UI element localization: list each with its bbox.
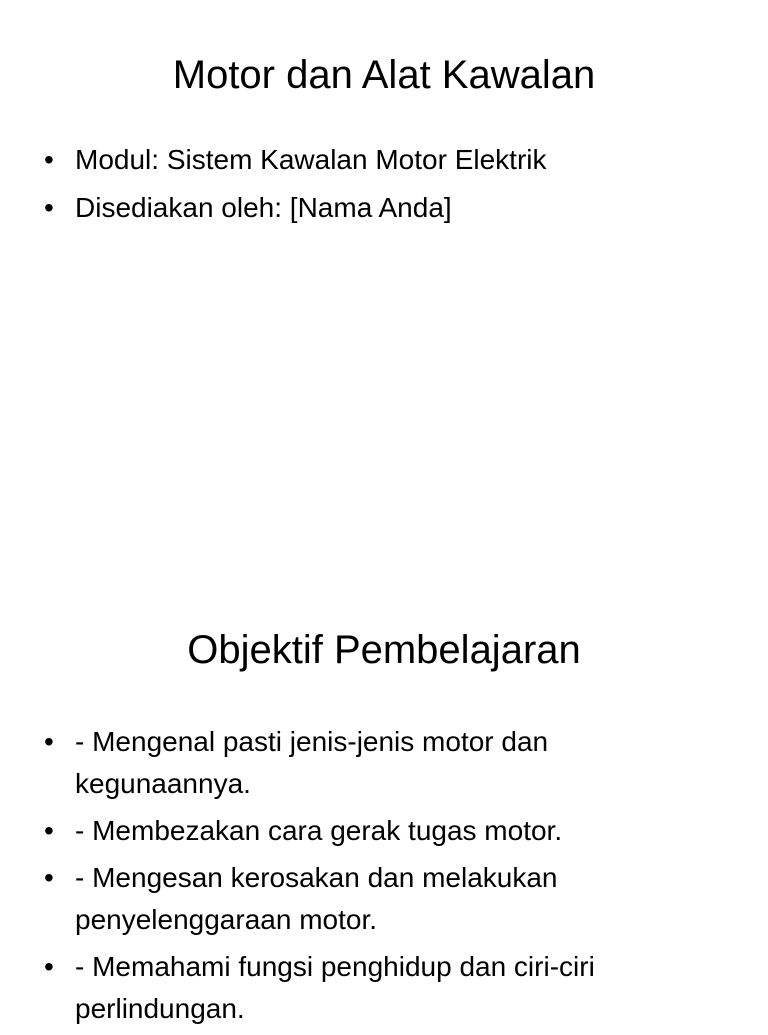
slide-title: Objektif Pembelajaran xyxy=(187,628,581,672)
bullet-text: - Mengesan kerosakan dan melakukan penyelenggaraan motor. xyxy=(75,862,558,935)
bullet-text: - Mengenal pasti jenis-jenis motor dan kegunaannya. xyxy=(75,726,549,799)
bullet-icon: • xyxy=(44,144,54,175)
bullet-text: - Memahami fungsi penghidup dan ciri-ciri perlindungan. xyxy=(75,951,595,1024)
list-item xyxy=(44,810,724,852)
bullet-icon: • xyxy=(44,726,54,757)
list-item xyxy=(44,946,724,1030)
list-item xyxy=(44,187,724,229)
bullet-text: Modul: Sistem Kawalan Motor Elektrik xyxy=(75,144,547,175)
bullet-icon: • xyxy=(44,862,54,893)
bullet-icon: • xyxy=(44,815,54,846)
list-item xyxy=(44,857,724,941)
slide-2 xyxy=(0,576,768,1024)
bullet-icon: • xyxy=(44,192,54,223)
list-item xyxy=(44,721,724,805)
bullet-text: - Membezakan cara gerak tugas motor. xyxy=(75,815,563,846)
bullet-list xyxy=(44,721,724,1035)
bullet-text: Disediakan oleh: [Nama Anda] xyxy=(75,192,452,223)
list-item xyxy=(44,139,724,181)
slide-title: Motor dan Alat Kawalan xyxy=(172,53,596,97)
bullet-icon: • xyxy=(44,951,54,982)
bullet-list xyxy=(44,139,724,235)
